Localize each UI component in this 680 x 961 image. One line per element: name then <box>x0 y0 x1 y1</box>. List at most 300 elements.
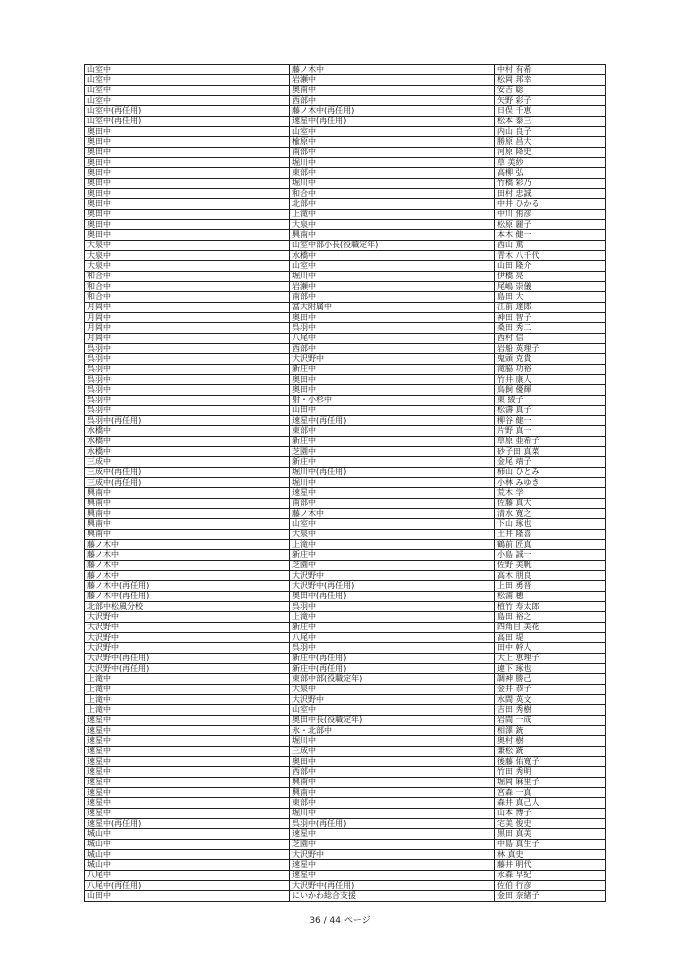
previous-school-cell: にいかわ総合支援 <box>290 891 495 901</box>
staff-name-cell: 柳谷 健一 <box>495 416 606 426</box>
table-row <box>85 478 606 488</box>
staff-name-cell: 鬼頭 克貴 <box>495 354 606 364</box>
previous-school-cell: 大沢野中 <box>290 571 495 581</box>
table-row <box>85 529 606 539</box>
new-school-cell: 速星中 <box>85 715 290 725</box>
table-row <box>85 126 606 136</box>
staff-name-cell: 高田 堤 <box>495 633 606 643</box>
previous-school-cell: 山室中 <box>290 261 495 271</box>
table-row <box>85 385 606 395</box>
new-school-cell: 興南中 <box>85 509 290 519</box>
previous-school-cell: 興南中 <box>290 787 495 797</box>
previous-school-cell: 興南中 <box>290 230 495 240</box>
new-school-cell: 呉羽中 <box>85 364 290 374</box>
previous-school-cell: 芝園中 <box>290 560 495 570</box>
table-row <box>85 488 606 498</box>
new-school-cell: 速星中 <box>85 726 290 736</box>
table-row <box>85 839 606 849</box>
staff-name-cell: 桑田 秀二 <box>495 323 606 333</box>
table-row <box>85 240 606 250</box>
staff-name-cell: 竹井 康人 <box>495 374 606 384</box>
previous-school-cell: 藤ノ木中 <box>290 65 495 75</box>
table-row <box>85 168 606 178</box>
staff-name-cell: 堀岡 麻里子 <box>495 777 606 787</box>
new-school-cell: 速星中 <box>85 798 290 808</box>
previous-school-cell: 氷・北部中 <box>290 726 495 736</box>
previous-school-cell: 大沢野中 <box>290 354 495 364</box>
previous-school-cell: 三成中 <box>290 746 495 756</box>
new-school-cell: 大泉中 <box>85 240 290 250</box>
table-row <box>85 870 606 880</box>
new-school-cell: 呉羽中 <box>85 395 290 405</box>
table-row <box>85 75 606 85</box>
new-school-cell: 奥田中 <box>85 209 290 219</box>
staff-name-cell: 東 綾子 <box>495 395 606 405</box>
table-row <box>85 209 606 219</box>
table-row <box>85 106 606 116</box>
staff-name-cell: 清水 寛之 <box>495 509 606 519</box>
table-row <box>85 281 606 291</box>
new-school-cell: 月岡中 <box>85 302 290 312</box>
staff-name-cell: 兼松 銃 <box>495 746 606 756</box>
staff-name-cell: 松原 麗子 <box>495 219 606 229</box>
table-row <box>85 612 606 622</box>
table-row <box>85 540 606 550</box>
table-row <box>85 147 606 157</box>
previous-school-cell: 山室中部小長(役職定年) <box>290 240 495 250</box>
previous-school-cell: 新庄中 <box>290 550 495 560</box>
new-school-cell: 呉羽中 <box>85 354 290 364</box>
table-row <box>85 467 606 477</box>
previous-school-cell: 堀川中 <box>290 157 495 167</box>
table-row <box>85 550 606 560</box>
previous-school-cell: 興南中 <box>290 777 495 787</box>
previous-school-cell: 大沢野中 <box>290 849 495 859</box>
table-row <box>85 602 606 612</box>
staff-name-cell: 松岡 邦幸 <box>495 75 606 85</box>
table-row <box>85 705 606 715</box>
table-row <box>85 560 606 570</box>
table-row <box>85 302 606 312</box>
table-row <box>85 65 606 75</box>
table-row <box>85 230 606 240</box>
previous-school-cell: 楡原中 <box>290 137 495 147</box>
staff-name-cell: 柿山 ひとみ <box>495 467 606 477</box>
staff-name-cell: 神田 智子 <box>495 312 606 322</box>
new-school-cell: 和合中 <box>85 292 290 302</box>
staff-name-cell: 山田 隆介 <box>495 261 606 271</box>
staff-name-cell: 永森 早紀 <box>495 870 606 880</box>
staff-name-cell: 佐野 美帆 <box>495 560 606 570</box>
new-school-cell: 山室中 <box>85 75 290 85</box>
new-school-cell: 大泉中 <box>85 261 290 271</box>
previous-school-cell: 藤ノ木中(再任用) <box>290 106 495 116</box>
table-row <box>85 684 606 694</box>
table-row <box>85 333 606 343</box>
previous-school-cell: 山室中 <box>290 126 495 136</box>
new-school-cell: 上滝中 <box>85 705 290 715</box>
previous-school-cell: 射・小杉中 <box>290 395 495 405</box>
staff-name-cell: 田村 忠誠 <box>495 188 606 198</box>
previous-school-cell: 大泉中 <box>290 684 495 694</box>
previous-school-cell: 上滝中 <box>290 209 495 219</box>
previous-school-cell: 南部中 <box>290 292 495 302</box>
table-row <box>85 664 606 674</box>
new-school-cell: 呉羽中(再任用) <box>85 416 290 426</box>
previous-school-cell: 奥田中長(役職定年) <box>290 715 495 725</box>
table-body <box>85 65 606 902</box>
previous-school-cell: 奥田中 <box>290 312 495 322</box>
table-row <box>85 829 606 839</box>
new-school-cell: 和合中 <box>85 271 290 281</box>
table-row <box>85 860 606 870</box>
previous-school-cell: 大泉中 <box>290 219 495 229</box>
staff-name-cell: 西山 篤 <box>495 240 606 250</box>
staff-name-cell: 島田 裕之 <box>495 612 606 622</box>
new-school-cell: 水橋中 <box>85 436 290 446</box>
previous-school-cell: 東部中 <box>290 168 495 178</box>
staff-name-cell: 山本 博子 <box>495 808 606 818</box>
new-school-cell: 大沢野中 <box>85 633 290 643</box>
new-school-cell: 上滝中 <box>85 695 290 705</box>
staff-name-cell: 黒田 真美 <box>495 829 606 839</box>
new-school-cell: 山田中 <box>85 891 290 901</box>
new-school-cell: 大沢野中 <box>85 643 290 653</box>
previous-school-cell: 山室中 <box>290 519 495 529</box>
previous-school-cell: 新庄中(再任用) <box>290 664 495 674</box>
table-row <box>85 137 606 147</box>
new-school-cell: 八尾中(再任用) <box>85 880 290 890</box>
new-school-cell: 山室中 <box>85 85 290 95</box>
staff-name-cell: 砂子田 真菜 <box>495 447 606 457</box>
table-row <box>85 591 606 601</box>
table-row <box>85 581 606 591</box>
staff-name-cell: 大上 恵理子 <box>495 653 606 663</box>
new-school-cell: 藤ノ木中 <box>85 540 290 550</box>
staff-name-cell: 高木 朋良 <box>495 571 606 581</box>
table-row <box>85 199 606 209</box>
table-row <box>85 292 606 302</box>
new-school-cell: 大沢野中(再任用) <box>85 653 290 663</box>
staff-name-cell: 田中 幹人 <box>495 643 606 653</box>
staff-name-cell: 奥村 樹 <box>495 736 606 746</box>
table-row <box>85 880 606 890</box>
new-school-cell: 八尾中 <box>85 870 290 880</box>
table-row <box>85 674 606 684</box>
previous-school-cell: 芝園中 <box>290 447 495 457</box>
new-school-cell: 呉羽中 <box>85 405 290 415</box>
new-school-cell: 水橋中 <box>85 447 290 457</box>
staff-name-cell: 鶴前 匠真 <box>495 540 606 550</box>
new-school-cell: 山室中 <box>85 95 290 105</box>
new-school-cell: 奥田中 <box>85 199 290 209</box>
previous-school-cell: 堀川中(再任用) <box>290 467 495 477</box>
previous-school-cell: 新庄中 <box>290 457 495 467</box>
staff-name-cell: 安吉 聡 <box>495 85 606 95</box>
staff-name-cell: 水間 英文 <box>495 695 606 705</box>
new-school-cell: 速星中 <box>85 808 290 818</box>
previous-school-cell: 堀川中 <box>290 271 495 281</box>
previous-school-cell: 速星中 <box>290 860 495 870</box>
previous-school-cell: 藤ノ木中 <box>290 509 495 519</box>
table-row <box>85 157 606 167</box>
table-row <box>85 219 606 229</box>
staff-name-cell: 上田 勇晋 <box>495 581 606 591</box>
previous-school-cell: 南部中 <box>290 147 495 157</box>
staff-name-cell: 伊橋 亮 <box>495 271 606 281</box>
new-school-cell: 興南中 <box>85 488 290 498</box>
table-row <box>85 354 606 364</box>
new-school-cell: 奥田中 <box>85 126 290 136</box>
new-school-cell: 城山中 <box>85 839 290 849</box>
previous-school-cell: 山田中 <box>290 405 495 415</box>
staff-name-cell: 林 真史 <box>495 849 606 859</box>
staff-name-cell: 矢野 彩子 <box>495 95 606 105</box>
new-school-cell: 速星中 <box>85 787 290 797</box>
table-row <box>85 250 606 260</box>
previous-school-cell: 新庄中 <box>290 364 495 374</box>
previous-school-cell: 水橋中 <box>290 250 495 260</box>
staff-name-cell: 土井 隆喜 <box>495 529 606 539</box>
table-row <box>85 323 606 333</box>
staff-name-cell: 下山 琢也 <box>495 519 606 529</box>
previous-school-cell: 奥田中(再任用) <box>290 591 495 601</box>
previous-school-cell: 速星中 <box>290 488 495 498</box>
new-school-cell: 三成中 <box>85 457 290 467</box>
previous-school-cell: 奥田中 <box>290 756 495 766</box>
new-school-cell: 北部中松風分校 <box>85 602 290 612</box>
new-school-cell: 藤ノ木中(再任用) <box>85 591 290 601</box>
staff-name-cell: 尾嶋 崇儀 <box>495 281 606 291</box>
table-row <box>85 849 606 859</box>
new-school-cell: 奥田中 <box>85 230 290 240</box>
table-row <box>85 777 606 787</box>
new-school-cell: 速星中 <box>85 736 290 746</box>
new-school-cell: 上滝中 <box>85 674 290 684</box>
table-row <box>85 447 606 457</box>
new-school-cell: 呉羽中 <box>85 374 290 384</box>
new-school-cell: 上滝中 <box>85 684 290 694</box>
staff-name-cell: 草原 亜希子 <box>495 436 606 446</box>
staff-name-cell: 岩船 英理子 <box>495 343 606 353</box>
new-school-cell: 大沢野中 <box>85 612 290 622</box>
new-school-cell: 奥田中 <box>85 219 290 229</box>
staff-name-cell: 西村 信 <box>495 333 606 343</box>
previous-school-cell: 大沢野中 <box>290 695 495 705</box>
new-school-cell: 山室中(再任用) <box>85 116 290 126</box>
new-school-cell: 奥田中 <box>85 147 290 157</box>
new-school-cell: 月岡中 <box>85 333 290 343</box>
staff-name-cell: 金尾 靖子 <box>495 457 606 467</box>
previous-school-cell: 八尾中 <box>290 633 495 643</box>
table-row <box>85 633 606 643</box>
staff-name-cell: 荒木 学 <box>495 488 606 498</box>
table-row <box>85 188 606 198</box>
staff-name-cell: 河原 降史 <box>495 147 606 157</box>
new-school-cell: 城山中 <box>85 849 290 859</box>
staff-name-cell: 高柳 弘 <box>495 168 606 178</box>
previous-school-cell: 堀川中 <box>290 478 495 488</box>
new-school-cell: 奥田中 <box>85 157 290 167</box>
previous-school-cell: 大泉中 <box>290 529 495 539</box>
table-row <box>85 457 606 467</box>
staff-name-cell: 違下 琢也 <box>495 664 606 674</box>
previous-school-cell: 南部中 <box>290 498 495 508</box>
staff-name-cell: 内山 良子 <box>495 126 606 136</box>
staff-name-cell: 本木 健一 <box>495 230 606 240</box>
new-school-cell: 奥田中 <box>85 168 290 178</box>
new-school-cell: 呉羽中 <box>85 385 290 395</box>
table-row <box>85 85 606 95</box>
table-row <box>85 695 606 705</box>
new-school-cell: 山室中(再任用) <box>85 106 290 116</box>
table-row <box>85 622 606 632</box>
staff-name-cell: 宅美 俊史 <box>495 818 606 828</box>
new-school-cell: 三成中(再任用) <box>85 478 290 488</box>
previous-school-cell: 西部中 <box>290 95 495 105</box>
previous-school-cell: 大沢野中(再任用) <box>290 581 495 591</box>
previous-school-cell: 速星中(再任用) <box>290 116 495 126</box>
table-row <box>85 571 606 581</box>
staff-name-cell: 金田 奈緒子 <box>495 891 606 901</box>
new-school-cell: 三成中(再任用) <box>85 467 290 477</box>
new-school-cell: 大沢野中(再任用) <box>85 664 290 674</box>
table-row <box>85 395 606 405</box>
new-school-cell: 速星中 <box>85 746 290 756</box>
table-row <box>85 498 606 508</box>
table-row <box>85 374 606 384</box>
previous-school-cell: 堀川中 <box>290 736 495 746</box>
new-school-cell: 月岡中 <box>85 323 290 333</box>
table-row <box>85 312 606 322</box>
table-row <box>85 405 606 415</box>
new-school-cell: 大泉中 <box>85 250 290 260</box>
previous-school-cell: 岩瀬中 <box>290 75 495 85</box>
new-school-cell: 速星中 <box>85 777 290 787</box>
new-school-cell: 速星中(再任用) <box>85 818 290 828</box>
staff-name-cell: 森井 真己人 <box>495 798 606 808</box>
table-row <box>85 756 606 766</box>
new-school-cell: 奥田中 <box>85 178 290 188</box>
previous-school-cell: 奥田中 <box>290 385 495 395</box>
staff-name-cell: 相澤 銃 <box>495 726 606 736</box>
page-number: 36 / 44 ページ <box>309 916 371 926</box>
previous-school-cell: 堀川中 <box>290 808 495 818</box>
staff-name-cell: 宮森 一真 <box>495 787 606 797</box>
new-school-cell: 呉羽中 <box>85 343 290 353</box>
table-row <box>85 808 606 818</box>
staff-name-cell: 片野 真一 <box>495 426 606 436</box>
new-school-cell: 興南中 <box>85 529 290 539</box>
previous-school-cell: 呉羽中 <box>290 643 495 653</box>
table-row <box>85 653 606 663</box>
table-row <box>85 787 606 797</box>
table-row <box>85 746 606 756</box>
staff-name-cell: 竹田 秀明 <box>495 767 606 777</box>
previous-school-cell: 呉羽中 <box>290 323 495 333</box>
previous-school-cell: 芝園中 <box>290 839 495 849</box>
previous-school-cell: 東部中部(役職定年) <box>290 674 495 684</box>
new-school-cell: 奥田中 <box>85 137 290 147</box>
staff-name-cell: 松本 泰三 <box>495 116 606 126</box>
previous-school-cell: 呉羽中(再任用) <box>290 818 495 828</box>
table-row <box>85 271 606 281</box>
previous-school-cell: 速星中(再任用) <box>290 416 495 426</box>
staff-name-cell: 滝脇 功裕 <box>495 364 606 374</box>
previous-school-cell: 呉羽中 <box>290 602 495 612</box>
staff-name-cell: 中川 侑彦 <box>495 209 606 219</box>
new-school-cell: 藤ノ木中 <box>85 571 290 581</box>
previous-school-cell: 八尾中 <box>290 333 495 343</box>
personnel-transfer-table <box>84 64 606 902</box>
table-row <box>85 818 606 828</box>
new-school-cell: 藤ノ木中 <box>85 550 290 560</box>
table-row <box>85 364 606 374</box>
previous-school-cell: 新庄中 <box>290 436 495 446</box>
table-row <box>85 715 606 725</box>
previous-school-cell: 東部中 <box>290 798 495 808</box>
staff-name-cell: 植竹 寿太郎 <box>495 602 606 612</box>
table-row <box>85 343 606 353</box>
new-school-cell: 月岡中 <box>85 312 290 322</box>
table-row <box>85 767 606 777</box>
new-school-cell: 速星中 <box>85 756 290 766</box>
staff-name-cell: 勝原 昌大 <box>495 137 606 147</box>
table-row <box>85 891 606 901</box>
staff-name-cell: 草 美紗 <box>495 157 606 167</box>
previous-school-cell: 岩瀬中 <box>290 281 495 291</box>
new-school-cell: 藤ノ木中(再任用) <box>85 581 290 591</box>
previous-school-cell: 奥南中 <box>290 85 495 95</box>
new-school-cell: 城山中 <box>85 829 290 839</box>
table-row <box>85 261 606 271</box>
staff-name-cell: 竹橋 彩乃 <box>495 178 606 188</box>
new-school-cell: 水橋中 <box>85 426 290 436</box>
staff-name-cell: 佐藤 真大 <box>495 498 606 508</box>
new-school-cell: 和合中 <box>85 281 290 291</box>
staff-name-cell: 吉田 秀樹 <box>495 705 606 715</box>
staff-name-cell: 江前 達郎 <box>495 302 606 312</box>
new-school-cell: 城山中 <box>85 860 290 870</box>
new-school-cell: 大沢野中 <box>85 622 290 632</box>
previous-school-cell: 北部中 <box>290 199 495 209</box>
table-row <box>85 519 606 529</box>
new-school-cell: 山室中 <box>85 65 290 75</box>
previous-school-cell: 山室中 <box>290 705 495 715</box>
table-row <box>85 116 606 126</box>
new-school-cell: 藤ノ木中 <box>85 560 290 570</box>
staff-name-cell: 佐伯 行彦 <box>495 880 606 890</box>
staff-name-cell: 岩間 一成 <box>495 715 606 725</box>
table-row <box>85 426 606 436</box>
new-school-cell: 奥田中 <box>85 188 290 198</box>
staff-name-cell: 中村 有希 <box>495 65 606 75</box>
new-school-cell: 興南中 <box>85 519 290 529</box>
staff-name-cell: 松浦 穂 <box>495 591 606 601</box>
staff-name-cell: 調神 勝己 <box>495 674 606 684</box>
staff-name-cell: 中島 真生子 <box>495 839 606 849</box>
previous-school-cell: 新庄中 <box>290 622 495 632</box>
table-row <box>85 736 606 746</box>
staff-name-cell: 松濤 真子 <box>495 405 606 415</box>
table-row <box>85 643 606 653</box>
previous-school-cell: 東部中 <box>290 426 495 436</box>
previous-school-cell: 速星中 <box>290 829 495 839</box>
previous-school-cell: 大沢野中(再任用) <box>290 880 495 890</box>
table-row <box>85 726 606 736</box>
previous-school-cell: 上滝中 <box>290 540 495 550</box>
previous-school-cell: 速星中 <box>290 870 495 880</box>
